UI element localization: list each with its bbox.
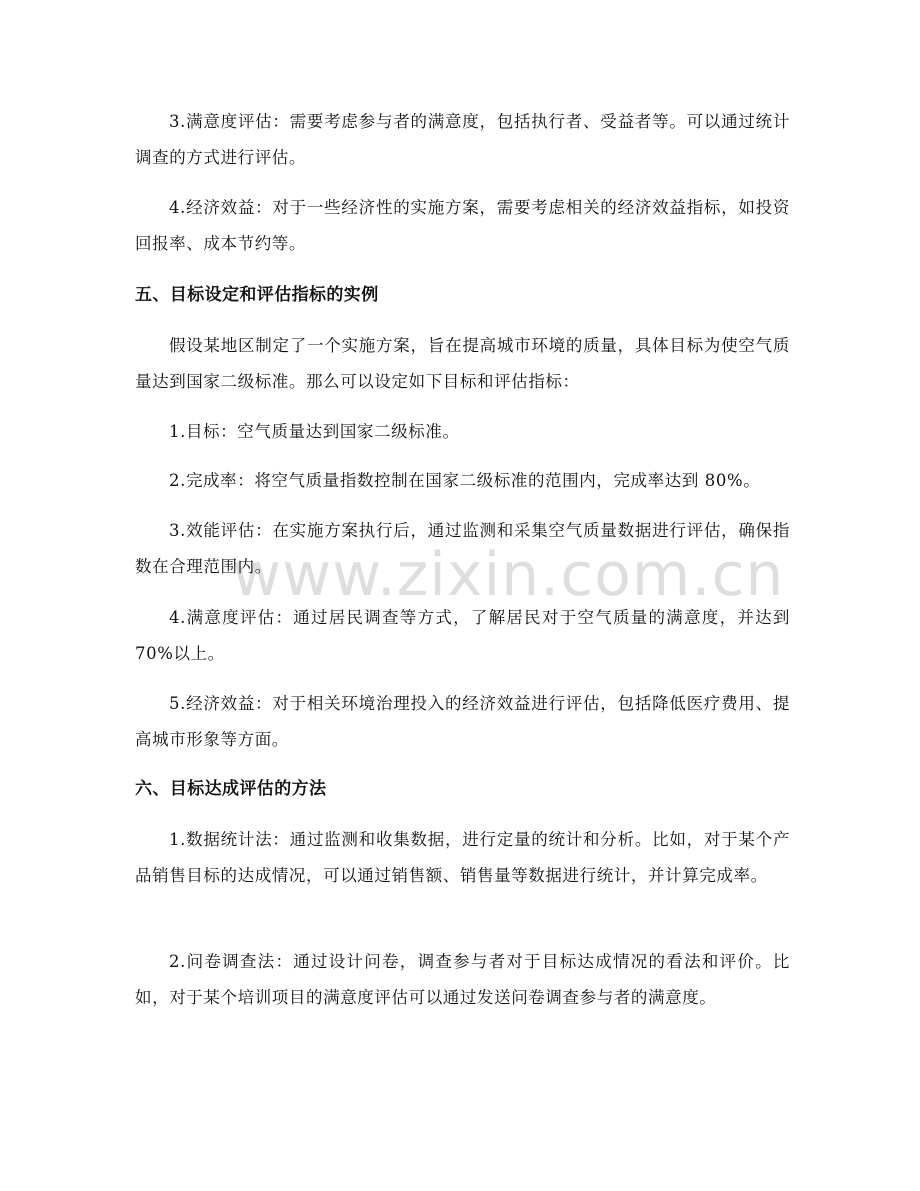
paragraph-method-survey: 2.问卷调查法：通过设计问卷，调查参与者对于目标达成情况的看法和评价。比如，对于某个培训项目的满意度评估可以通过发送问卷调查参与者的满意度。: [135, 952, 790, 1007]
paragraph-example-economic: 5.经济效益：对于相关环境治理投入的经济效益进行评估，包括降低医疗费用、提高城市形象等方面。: [135, 694, 790, 749]
paragraph-example-completion-rate: 2.完成率：将空气质量指数控制在国家二级标准的范围内，完成率达到 80%。: [169, 471, 761, 490]
section-heading-6: 六、目标达成评估的方法: [135, 779, 327, 799]
paragraph-example-satisfaction: 4.满意度评估：通过居民调查等方式，了解居民对于空气质量的满意度，并达到 70%以上。: [135, 608, 790, 663]
watermark: www.zixin.com.cn: [232, 540, 785, 610]
paragraph-example-goal: 1.目标：空气质量达到国家二级标准。: [169, 422, 460, 441]
paragraph-example-efficiency: 3.效能评估：在实施方案执行后，通过监测和采集空气质量数据进行评估，确保指数在合理范围内。: [135, 521, 790, 576]
paragraph-example-intro: 假设某地区制定了一个实施方案，旨在提高城市环境的质量，具体目标为使空气质量达到国家二级标准。那么可以设定如下目标和评估指标：: [135, 336, 790, 391]
section-heading-5: 五、目标设定和评估指标的实例: [135, 285, 379, 305]
paragraph-method-statistics: 1.数据统计法：通过监测和收集数据，进行定量的统计和分析。比如，对于某个产品销售目标的达成情况，可以通过销售额、销售量等数据进行统计，并计算完成率。: [135, 830, 790, 885]
paragraph-economic-benefit: 4.经济效益：对于一些经济性的实施方案，需要考虑相关的经济效益指标，如投资回报率、成本节约等。: [135, 198, 790, 253]
paragraph-satisfaction-evaluation: 3.满意度评估：需要考虑参与者的满意度，包括执行者、受益者等。可以通过统计调查的方式进行评估。: [135, 112, 790, 167]
